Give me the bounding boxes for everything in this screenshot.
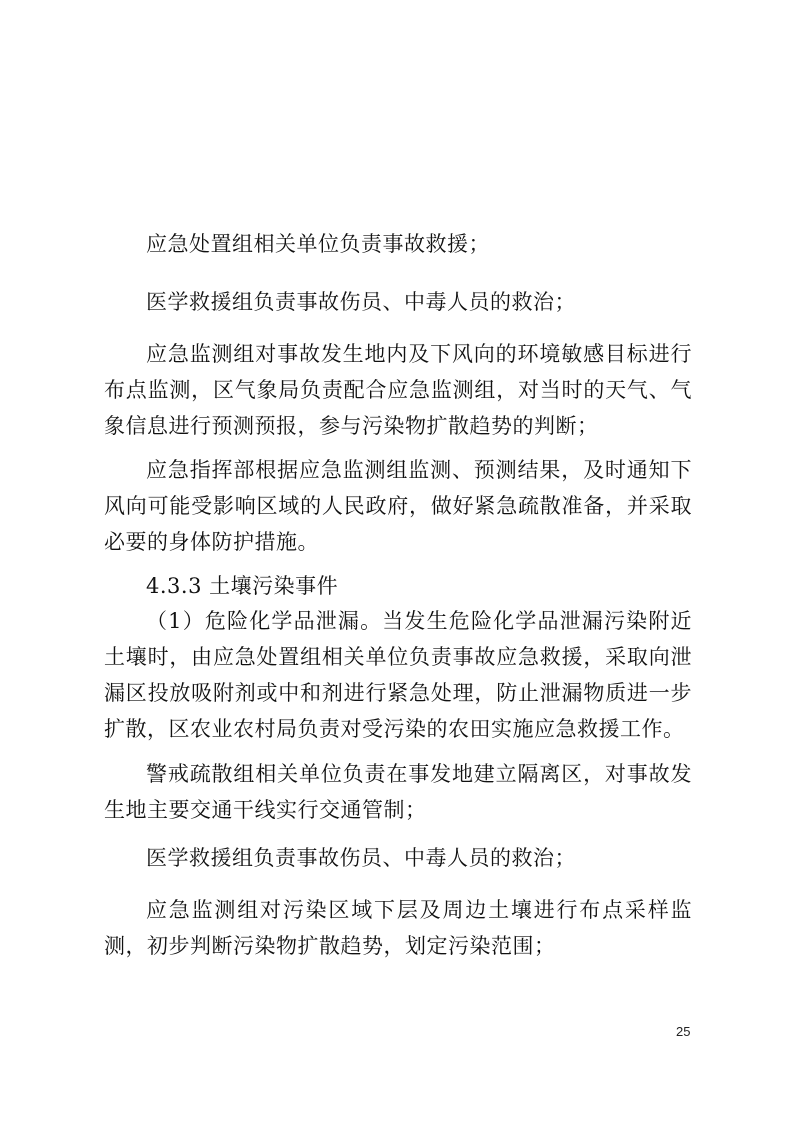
paragraph-soil-monitoring: 应急监测组对污染区域下层及周边土壤进行布点采样监测，初步判断污染物扩散趋势，划定污染范围； bbox=[104, 898, 692, 958]
paragraph-evacuation: 警戒疏散组相关单位负责在事发地建立隔离区，对事故发生地主要交通干线实行交通管制； bbox=[104, 762, 692, 822]
section-heading: 4.3.3 土壤污染事件 bbox=[146, 574, 339, 598]
paragraph-monitoring: 应急监测组对事故发生地内及下风向的环境敏感目标进行布点监测，区气象局负责配合应急监测组，对当时的天气、气象信息进行预测预报，参与污染物扩散趋势的判断； bbox=[104, 342, 692, 438]
page-number: 25 bbox=[676, 1024, 691, 1039]
paragraph-rescue: 应急处置组相关单位负责事故救援； bbox=[146, 232, 490, 256]
paragraph-medical: 医学救援组负责事故伤员、中毒人员的救治； bbox=[146, 290, 576, 314]
paragraph-medical-2: 医学救援组负责事故伤员、中毒人员的救治； bbox=[146, 846, 576, 870]
paragraph-chemical-leak: （1）危险化学品泄漏。当发生危险化学品泄漏污染附近土壤时，由应急处置组相关单位负责事故应急救援，采取向泄漏区投放吸附剂或中和剂进行紧急处理，防止泄漏物质进一步扩散，区农业农村局负责对受污染的农田实施应急救援工作。 bbox=[104, 609, 692, 741]
paragraph-command: 应急指挥部根据应急监测组监测、预测结果，及时通知下风向可能受影响区域的人民政府，做好紧急疏散准备，并采取必要的身体防护措施。 bbox=[104, 458, 692, 554]
